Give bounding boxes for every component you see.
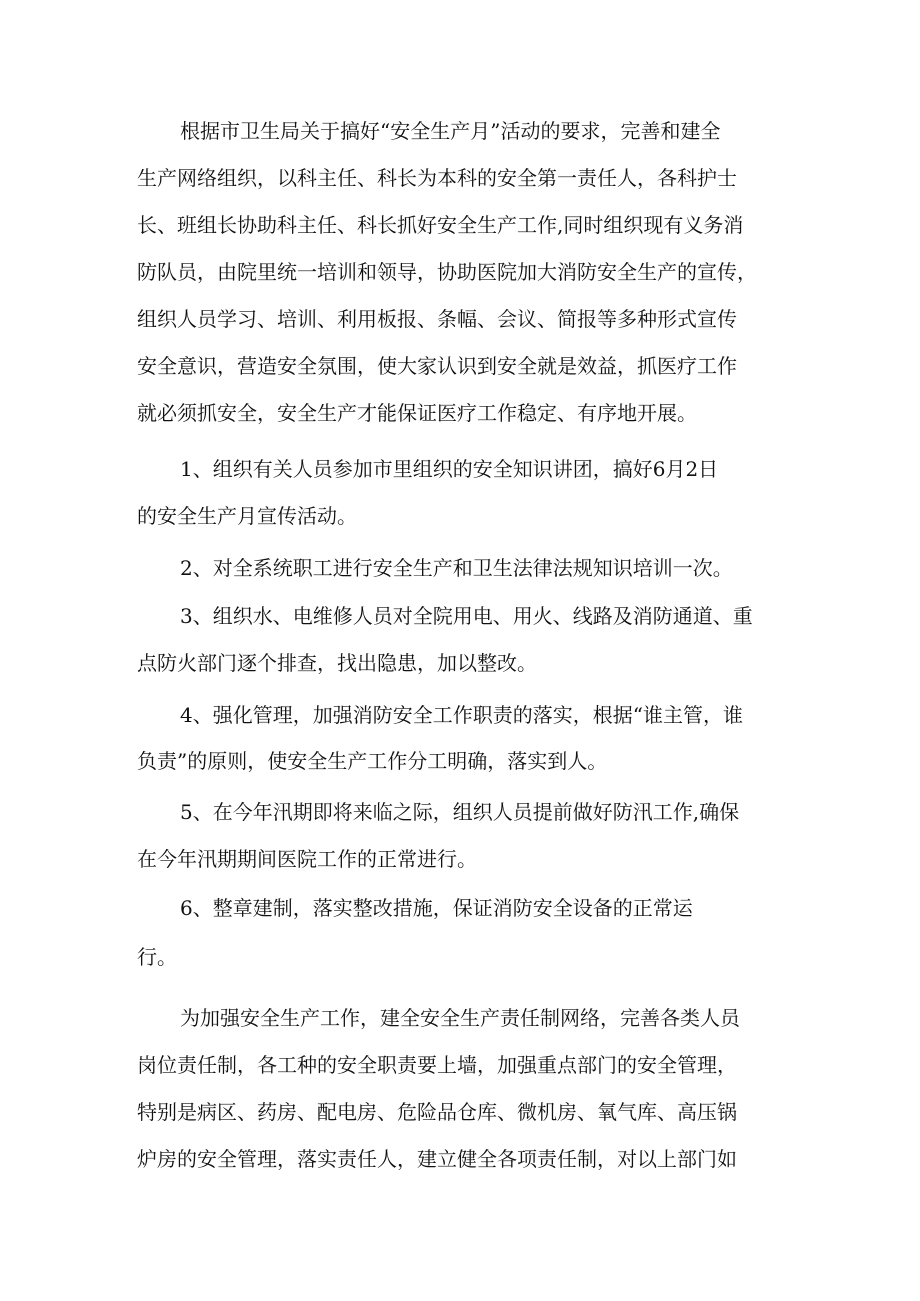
closing-line-2: 岗位责任制，各工种的安全职责要上墙，加强重点部门的安全管理， (137, 1053, 737, 1077)
item-6-line-1: 6、整章建制，落实整改措施，保证消防安全设备的正常运 (180, 896, 693, 920)
item-6-line-2: 行。 (137, 945, 177, 969)
closing-line-3: 特别是病区、药房、配电房、危险品仓库、微机房、氧气库、高压锅 (137, 1100, 737, 1124)
intro-line-4: 防队员，由院里统一培训和领导，协助医院加大消防安全生产的宣传， (137, 260, 757, 284)
intro-line-1: 根据市卫生局关于搞好“安全生产月”活动的要求，完善和建全 (180, 119, 721, 143)
closing-line-1: 为加强安全生产工作，建全安全生产责任制网络，完善各类人员 (180, 1006, 740, 1030)
closing-line-4: 炉房的安全管理，落实责任人，建立健全各项责任制，对以上部门如 (137, 1147, 737, 1171)
item-3-line-2: 点防火部门逐个排查，找出隐患，加以整改。 (137, 651, 537, 675)
item-5-line-2: 在今年汛期期间医院工作的正常进行。 (137, 847, 477, 871)
item-5-line-1: 5、在今年汛期即将来临之际，组织人员提前做好防汛工作,确保 (180, 800, 740, 824)
item-1-line-1: 1、组织有关人员参加市里组织的安全知识讲团，搞好6月2日 (180, 457, 719, 481)
intro-line-3: 长、班组长协助科主任、科长抓好安全生产工作,同时组织现有义务消 (137, 213, 744, 237)
item-4-line-1: 4、强化管理，加强消防安全工作职责的落实，根据“谁主管，谁 (180, 703, 743, 727)
item-2-line-1: 2、对全系统职工进行安全生产和卫生法律法规知识培训一次。 (180, 556, 733, 580)
intro-line-5: 组织人员学习、培训、利用板报、条幅、会议、简报等多种形式宣传 (137, 307, 737, 331)
item-1-line-2: 的安全生产月宣传活动。 (137, 504, 357, 528)
intro-line-7: 就必须抓安全，安全生产才能保证医疗工作稳定、有序地开展。 (137, 401, 697, 425)
intro-line-2: 生产网络组织，以科主任、科长为本科的安全第一责任人，各科护士 (137, 166, 737, 190)
intro-line-6: 安全意识，营造安全氛围，使大家认识到安全就是效益，抓医疗工作 (137, 354, 737, 378)
item-4-line-2: 负责”的原则，使安全生产工作分工明确，落实到人。 (137, 749, 608, 773)
item-3-line-1: 3、组织水、电维修人员对全院用电、用火、线路及消防通道、重 (180, 604, 753, 628)
